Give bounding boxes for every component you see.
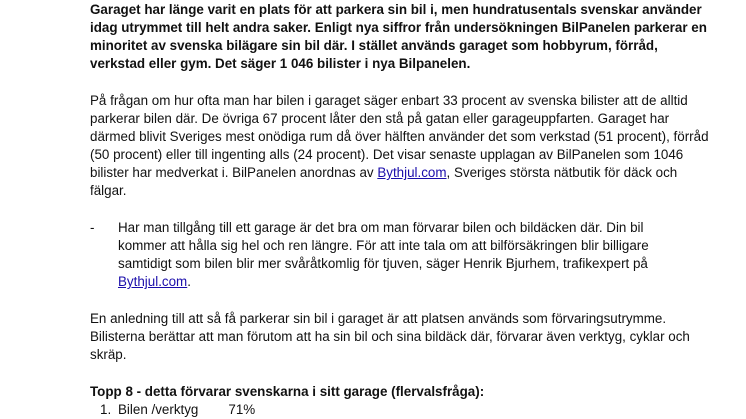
- list-item-number: 1.: [100, 402, 112, 417]
- quote-dash: -: [90, 220, 95, 235]
- list-item-value: 71%: [228, 402, 256, 417]
- quote-text: Har man tillgång till ett garage är det bra om man förvarar bilen och bildäcken där. Din bil kommer att hålla sig hel och ren längre. För att inte tala om att bilförsäkringen blir billigare samtidigt som bilen blir mer svåråtkomlig för tjuven, säger Henrik Bjurhem, trafikexpert på: [118, 220, 649, 271]
- body-paragraph-2: En anledning till att så få parkerar sin bil i garaget är att platsen används som förvaringsutrymme. Bilisterna berättar att man förutom att ha sin bil och sina bildäck där, förvarar även verktyg, cyklar och skräp.: [90, 311, 690, 362]
- list-item: [90, 401, 710, 419]
- lead-paragraph: Garaget har länge varit en plats för att parkera sin bil i, men hundratusentals svenskar använder idag utrymmet till helt andra saker. Enligt nya siffror från undersökningen BilPanelen parkerar en minoritet av svenska bilägare sin bil där. I stället används garaget som hobbyrum, förråd, verkstad eller gym. Det säger 1 046 bilister i nya Bilpanelen.: [90, 2, 707, 71]
- body-paragraph-1-text: På frågan om hur ofta man har bilen i garaget säger enbart 33 procent av svenska bilister att de alltid parkerar bilen där. De övriga 67 procent låter den stå på gatan eller garageuppfarten. Garaget har därmed blivit Sveriges mest onödiga rum då över hälften använder det som verkstad (51 procent), förråd (50 procent) eller till ingenting alls (24 procent). Det visar senaste upplagan av BilPanelen som 1046 bilister har medverkat i. BilPanelen anordnas av: [90, 93, 709, 180]
- body-paragraph-1-after: , Sveriges största nätbutik för däck och fälgar.: [90, 165, 678, 198]
- document-page: [90, 0, 710, 419]
- bythjul-link[interactable]: Bythjul.com: [377, 165, 447, 180]
- quote-paragraph: [90, 219, 688, 291]
- list-item-label: Bilen /verktyg: [118, 402, 199, 417]
- body-paragraph-1: [90, 92, 710, 200]
- list-heading: Topp 8 - detta förvarar svenskarna i sitt garage (flervalsfråga):: [90, 384, 485, 399]
- garage-items-list: [90, 401, 710, 419]
- quote-bythjul-link[interactable]: Bythjul.com: [118, 274, 188, 289]
- quote-after: .: [187, 274, 191, 289]
